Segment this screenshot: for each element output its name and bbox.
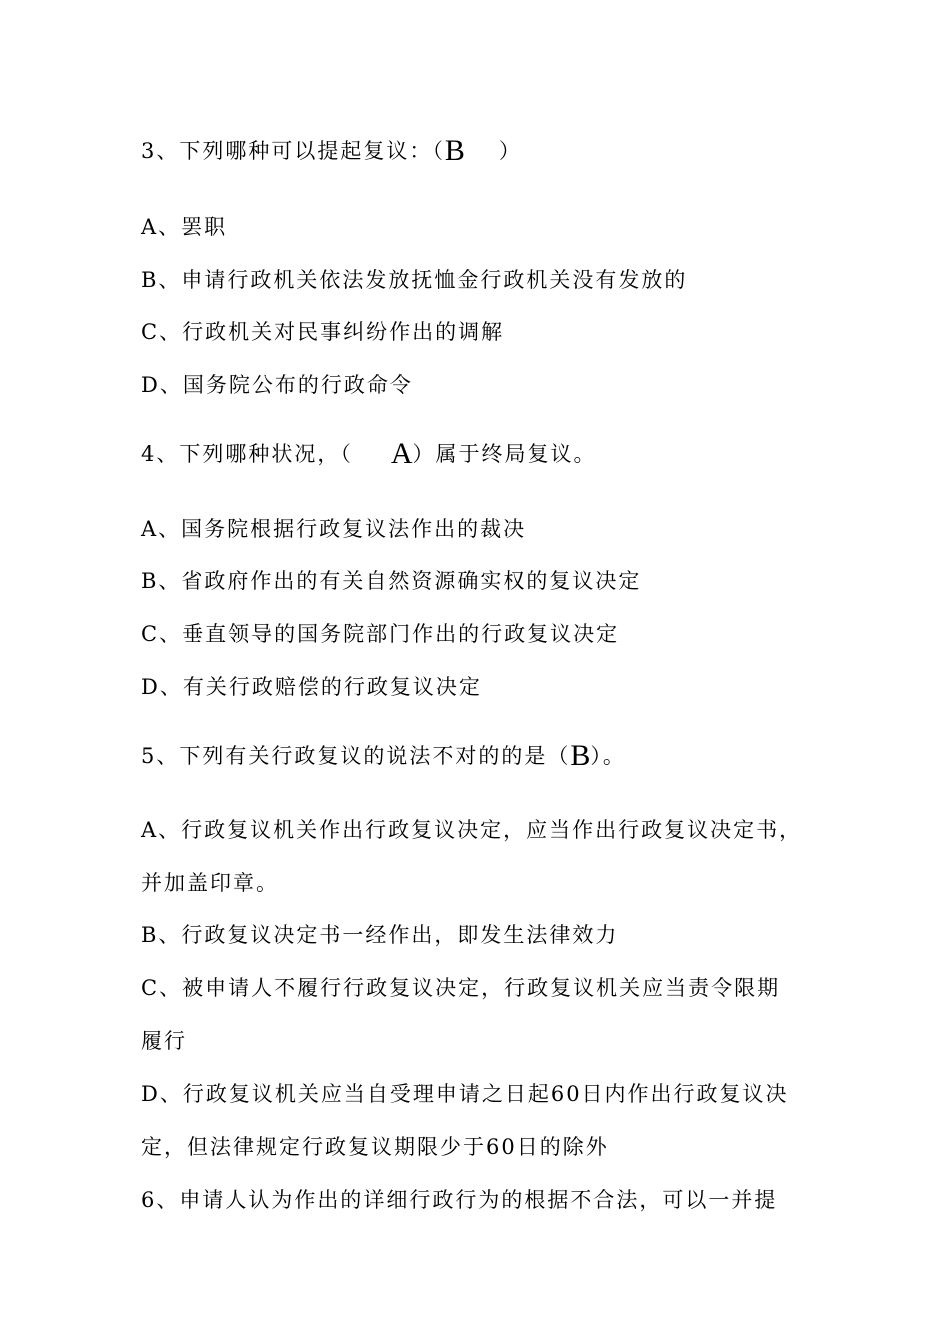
question-5-option-a-line-1: A、行政复议机关作出行政复议决定，应当作出行政复议决定书， <box>141 818 803 842</box>
question-3-close: ） <box>498 139 522 163</box>
question-4 <box>141 439 841 469</box>
question-5-option-d-line-2: 定，但法律规定行政复议期限少于60日的除外 <box>141 1135 609 1159</box>
question-4-option-c: C、垂直领导的国务院部门作出的行政复议决定 <box>141 622 620 646</box>
question-4-text: 4、下列哪种状况，（ <box>141 442 353 466</box>
question-5 <box>141 741 841 771</box>
question-5-option-b: B、行政复议决定书一经作出，即发生法律效力 <box>141 923 619 947</box>
question-3-option-c: C、行政机关对民事纠纷作出的调解 <box>141 320 505 344</box>
question-4-option-d: D、有关行政赔偿的行政复议决定 <box>141 675 482 699</box>
question-4-option-b: B、省政府作出的有关自然资源确实权的复议决定 <box>141 569 642 593</box>
question-3-option-a: A、罢职 <box>141 215 228 239</box>
question-5-option-a-line-2: 并加盖印章。 <box>141 871 279 895</box>
question-5-option-d-line-1: D、行政复议机关应当自受理申请之日起60日内作出行政复议决 <box>141 1082 789 1106</box>
question-4-after: ）属于终局复议。 <box>412 442 597 466</box>
question-3-option-d: D、国务院公布的行政命令 <box>141 373 413 397</box>
question-3-answer: B <box>444 134 465 167</box>
question-5-option-c-line-2: 履行 <box>141 1029 187 1053</box>
question-5-text: 5、下列有关行政复议的说法不对的的是（ <box>141 744 571 768</box>
question-5-option-c-line-1: C、被申请人不履行行政复议决定，行政复议机关应当责令限期 <box>141 976 781 1000</box>
question-5-after: ）。 <box>590 744 626 768</box>
question-3 <box>141 136 841 166</box>
question-5-answer: B <box>570 739 591 772</box>
question-6-line-1: 6、申请人认为作出的详细行政行为的根据不合法，可以一并提 <box>141 1188 778 1212</box>
question-3-option-b: B、申请行政机关依法发放抚恤金行政机关没有发放的 <box>141 268 688 292</box>
question-4-answer: A <box>390 437 413 470</box>
question-3-text: 3、下列哪种可以提起复议：（ <box>141 139 445 163</box>
question-4-option-a: A、国务院根据行政复议法作出的裁决 <box>141 517 527 541</box>
